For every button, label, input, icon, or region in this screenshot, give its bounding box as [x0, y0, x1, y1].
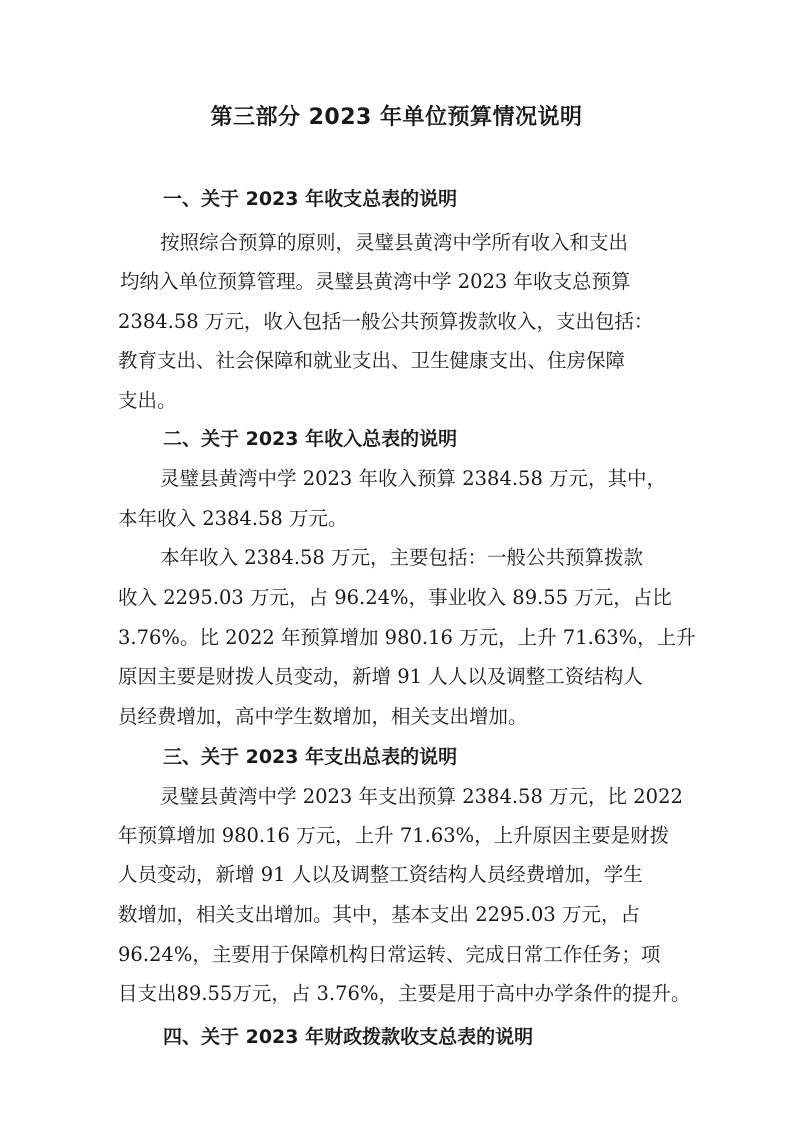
section-3-line-6: 目支出89.55万元，占 3.76%，主要是用于高中办学条件的提升。 — [118, 982, 691, 1005]
section-2-para-2-line-1: 本年收入 2384.58 万元，主要包括：一般公共预算拨款 — [160, 546, 644, 569]
section-2-para-2-line-3: 3.76%。比 2022 年预算增加 980.16 万元，上升 71.63%，上升 — [118, 626, 696, 649]
section-1-line-2: 均纳入单位预算管理。灵璧县黄湾中学 2023 年收支总预算 — [120, 270, 631, 293]
section-1-line-5: 支出。 — [118, 389, 177, 412]
section-2-heading: 二、关于 2023 年收入总表的说明 — [163, 428, 458, 450]
section-2-para-1-line-1: 灵璧县黄湾中学 2023 年收入预算 2384.58 万元，其中， — [160, 467, 667, 490]
section-3-line-4: 数增加，相关支出增加。其中，基本支出 2295.03 万元，占 — [118, 903, 641, 926]
section-3-line-2: 年预算增加 980.16 万元，上升 71.63%，上升原因主要是财拨 — [118, 824, 670, 847]
section-1-line-3: 2384.58 万元，收入包括一般公共预算拨款收入，支出包括： — [118, 310, 654, 333]
section-1-line-1: 按照综合预算的原则，灵璧县黄湾中学所有收入和支出 — [160, 231, 629, 254]
section-3-line-5: 96.24%，主要用于保障机构日常运转、完成日常工作任务；项 — [118, 943, 661, 966]
section-4-heading: 四、关于 2023 年财政拨款收支总表的说明 — [163, 1026, 534, 1048]
section-2-para-2-line-2: 收入 2295.03 万元，占 96.24%，事业收入 89.55 万元，占比 — [118, 586, 672, 609]
section-2-para-2-line-5: 员经费增加，高中学生数增加，相关支出增加。 — [118, 705, 528, 728]
section-1-heading: 一、关于 2023 年收支总表的说明 — [163, 188, 458, 210]
section-3-line-1: 灵璧县黄湾中学 2023 年支出预算 2384.58 万元，比 2022 — [160, 785, 683, 808]
page-title: 第三部分 2023 年单位预算情况说明 — [210, 105, 583, 130]
section-2-para-2-line-4: 原因主要是财拨人员变动，新增 91 人人以及调整工资结构人 — [118, 665, 643, 688]
section-3-heading: 三、关于 2023 年支出总表的说明 — [163, 746, 458, 768]
section-1-line-4: 教育支出、社会保障和就业支出、卫生健康支出、住房保障 — [118, 349, 626, 372]
section-2-para-1-line-2: 本年收入 2384.58 万元。 — [118, 507, 348, 530]
section-3-line-3: 人员变动，新增 91 人以及调整工资结构人员经费增加，学生 — [118, 863, 643, 886]
